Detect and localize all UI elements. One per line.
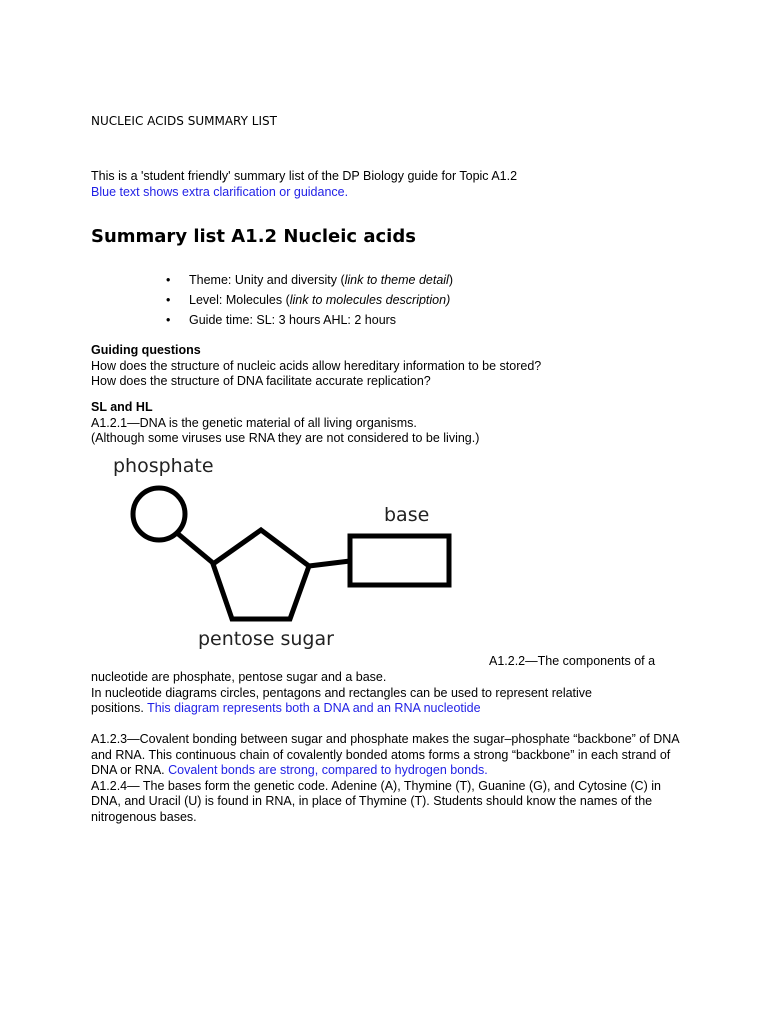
statement-a122-rest: nucleotide are phosphate, pentose sugar and a base. — [91, 670, 387, 684]
intro-clarification: Blue text shows extra clarification or guidance. — [91, 185, 349, 199]
theme-tail: ) — [448, 273, 454, 287]
phosphate-circle — [133, 488, 185, 540]
statement-a122-line: In nucleotide diagrams circles, pentagons and rectangles can be used to represent relative — [91, 685, 592, 700]
guiding-question: How does the structure of DNA facilitate accurate replication? — [91, 374, 431, 388]
list-item — [166, 310, 453, 330]
theme-link[interactable]: link to theme detail — [344, 273, 449, 287]
topic-meta-list — [166, 270, 453, 330]
intro-block — [91, 168, 517, 200]
sl-hl-heading: SL and HL — [91, 400, 153, 414]
statement-a124: A1.2.4— The bases form the genetic code. Adenine (A), Thymine (T), Guanine (G), and Cytosine (C) in DNA, and Uracil (U) is found in RNA, in place of Thymine (T). Students should know the names of the nitrogenous bases. — [91, 778, 661, 824]
phosphate-sugar-bond — [177, 533, 213, 563]
base-rectangle — [350, 536, 449, 585]
guide-time-text: Guide time: SL: 3 hours AHL: 2 hours — [189, 313, 397, 327]
guiding-questions — [91, 343, 681, 390]
document-title: NUCLEIC ACIDS SUMMARY LIST — [91, 114, 277, 128]
statement-a121: A1.2.1—DNA is the genetic material of all living organisms. — [91, 415, 417, 430]
theme-text: Theme: Unity and diversity ( — [189, 273, 345, 287]
statement-a122-start: A1.2.2—The components of a — [489, 654, 656, 668]
bullet-icon: • — [166, 273, 171, 287]
guiding-heading: Guiding questions — [91, 343, 201, 357]
list-item — [166, 270, 453, 290]
statement-a123-a124 — [91, 732, 681, 825]
pentose-pentagon — [213, 530, 309, 619]
level-text: Level: Molecules ( — [189, 293, 290, 307]
page-heading: Summary list A1.2 Nucleic acids — [91, 226, 416, 247]
base-label: base — [384, 504, 430, 526]
statement-a122-clarification: This diagram represents both a DNA and an RNA nucleotide — [147, 701, 481, 715]
pentose-sugar-label: pentose sugar — [198, 628, 334, 650]
statement-a122-line: positions. — [91, 701, 144, 715]
phosphate-label: phosphate — [113, 455, 214, 477]
nucleotide-diagram — [100, 450, 480, 655]
molecules-link[interactable]: link to molecules description) — [289, 293, 451, 307]
bullet-icon: • — [166, 313, 171, 327]
statement-a122 — [91, 670, 681, 717]
statement-a121-note: (Although some viruses use RNA they are not considered to be living.) — [91, 431, 480, 445]
intro-line: This is a 'student friendly' summary list of the DP Biology guide for Topic A1.2 — [91, 169, 518, 183]
sugar-base-bond — [309, 561, 350, 566]
statement-a123-clarification: Covalent bonds are strong, compared to hydrogen bonds. — [168, 763, 488, 777]
guiding-question: How does the structure of nucleic acids allow hereditary information to be stored? — [91, 358, 542, 373]
statement-a123: A1.2.3—Covalent bonding between sugar and phosphate makes the sugar–phosphate “backbone” of DNA and RNA. This continuous chain of covalently bonded atoms forms a strong “backbone” in each strand of DNA or RNA. — [91, 732, 679, 777]
list-item — [166, 290, 453, 310]
sl-hl-section — [91, 400, 681, 447]
bullet-icon: • — [166, 293, 171, 307]
